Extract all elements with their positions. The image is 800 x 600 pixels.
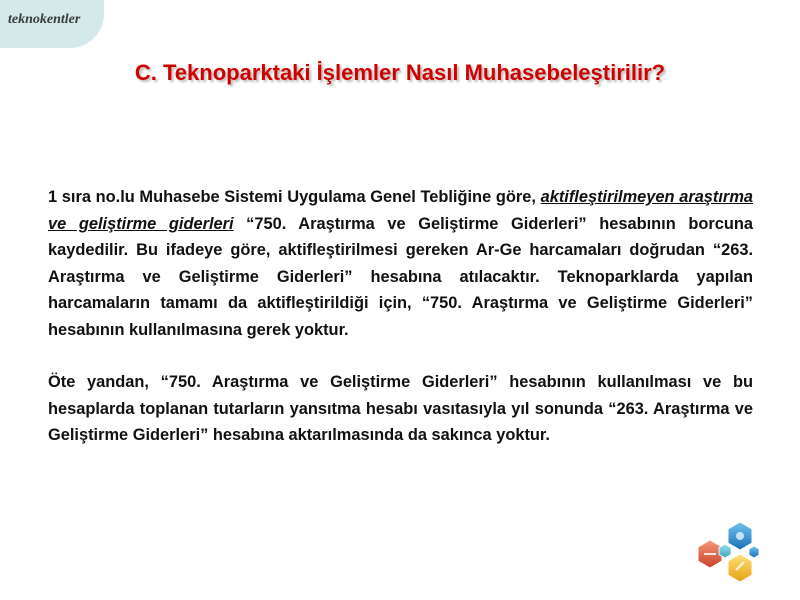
- brand-label: teknokentler: [8, 12, 81, 27]
- paragraph-1: [48, 184, 753, 343]
- slide-title: C. Teknoparktaki İşlemler Nasıl Muhasebeleştirilir?: [134, 60, 666, 85]
- paragraph-2: Öte yandan, “750. Araştırma ve Geliştirme Giderleri” hesabının kullanılması ve bu hesaplarda toplanan tutarların yansıtma hesabı vasıtasıyla yıl sonunda “263. Araştırma ve Geliştirme Giderleri” hesabına aktarılmasında da sakınca yoktur.: [48, 373, 753, 444]
- hexagon-cluster-icon: [692, 518, 764, 590]
- slide-body: [48, 184, 753, 475]
- paragraph-1-rest: “750. Araştırma ve Geliştirme Giderleri” hesabının borcuna kaydedilir. Bu ifadeye göre, aktifleştirilmesi gereken Ar-Ge harcamaları doğrudan “263. Araştırma ve Geliştirme Giderleri” hesabına atılacaktır. Teknoparklarda yapılan harcamaların tamamı da aktifleştirildiği için, “750. Araştırma ve Geliştirme Giderleri” hesabının kullanılmasına gerek yoktur.: [48, 214, 753, 339]
- paragraph-1-intro: 1 sıra no.lu Muhasebe Sistemi Uygulama Genel Tebliğine göre,: [48, 188, 541, 206]
- brand-tab: [0, 0, 104, 48]
- paragraph-1-emphasis: aktifleştirilmeyen araştırma ve geliştirme giderleri: [48, 188, 754, 233]
